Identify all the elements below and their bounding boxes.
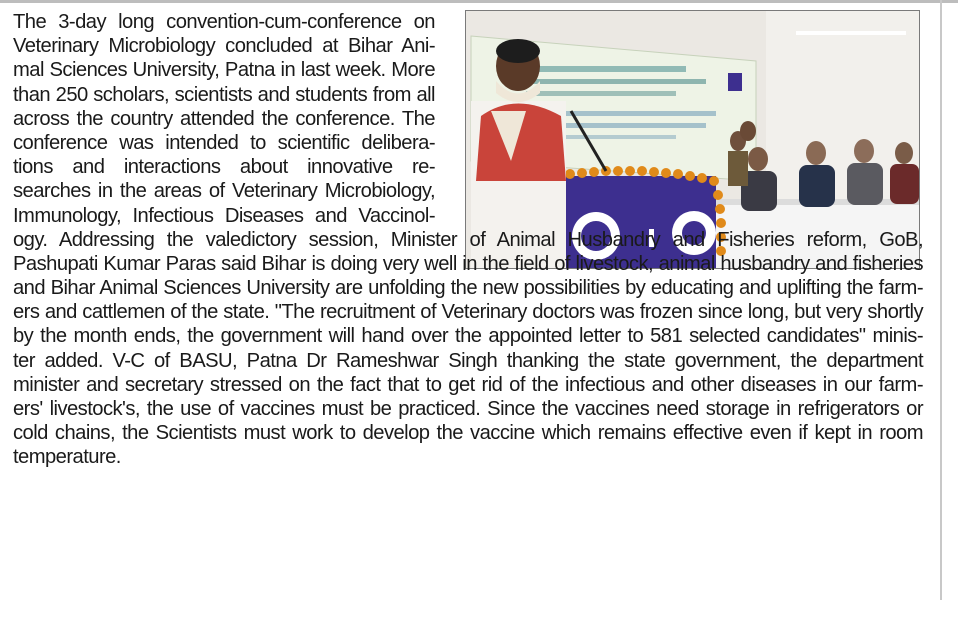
article-line: Pashupati Kumar Paras said Bihar is doing very well in the field of livestock, animal husbandry and fisheries xyxy=(13,252,923,275)
top-rule xyxy=(0,0,958,3)
article-line: tions and interactions about innovative re- xyxy=(13,156,435,179)
article-line: temperature. xyxy=(13,446,121,469)
column-divider xyxy=(940,0,942,600)
article-line: ers' livestock's, the use of vaccines must be practiced. Since the vaccines need storage in refrigerators or xyxy=(13,398,923,420)
article-body xyxy=(13,10,923,470)
article-line: minister and secretary stressed on the fact that to get rid of the infectious and other diseases in our farm- xyxy=(13,373,923,396)
article-line: conference was intended to scientific delibera- xyxy=(13,131,435,154)
article-line: ogy. Addressing the valedictory session, Minister of Animal Husbandry and Fisheries reform, GoB, xyxy=(13,228,923,251)
article-line: Veterinary Microbiology concluded at Bihar Ani- xyxy=(13,35,435,58)
article-line: across the country attended the conference. The xyxy=(13,107,435,130)
article-line: searches in the areas of Veterinary Microbiology, xyxy=(13,180,435,203)
article-line: Immunology, Infectious Diseases and Vaccinol- xyxy=(13,204,435,227)
article-line: mal Sciences University, Patna in last week. More xyxy=(13,59,435,82)
article-line: than 250 scholars, scientists and students from all xyxy=(13,83,435,106)
article-line: The 3-day long convention-cum-conference on xyxy=(13,11,435,33)
article-line: by the month ends, the government will hand over the appointed letter to 581 selected candidates" minis- xyxy=(13,325,923,348)
article-line: and Bihar Animal Sciences University are unfolding the new possibilities by educating and uplifting the farm- xyxy=(13,277,923,300)
article-line: cold chains, the Scientists must work to develop the vaccine which remains effective even if kept in room xyxy=(13,422,923,445)
article-line: ter added. V-C of BASU, Patna Dr Rameshwar Singh thanking the state government, the department xyxy=(13,349,923,372)
article-line: ers and cattlemen of the state. "The recruitment of Veterinary doctors was frozen since long, but very shortly xyxy=(13,301,923,324)
